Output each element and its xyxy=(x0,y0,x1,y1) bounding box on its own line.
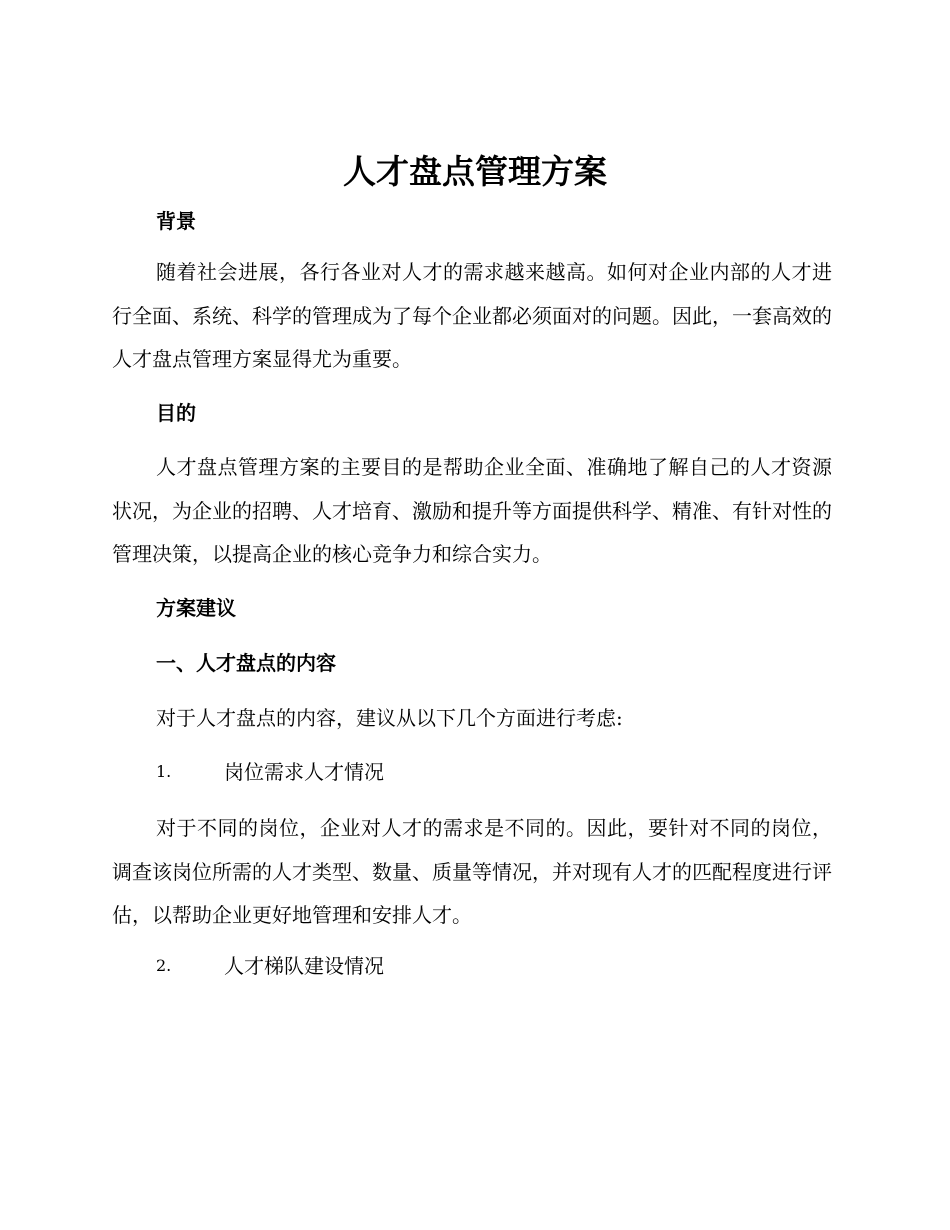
subsection-heading-part1: 一、人才盘点的内容 xyxy=(156,651,336,675)
list-item-label: 人才梯队建设情况 xyxy=(224,954,384,978)
list-item-number: 2. xyxy=(156,956,172,975)
paragraph-item-1: 对于不同的岗位，企业对人才的需求是不同的。因此，要针对不同的岗位，调查该岗位所需的人才类型、数量、质量等情况，并对现有人才的匹配程度进行评估，以帮助企业更好地管理和安排人才。 xyxy=(112,816,832,927)
document-title: 人才盘点管理方案 xyxy=(343,152,607,191)
paragraph-part1-intro: 对于人才盘点的内容，建议从以下几个方面进行考虑: xyxy=(156,706,623,730)
section-heading-background: 背景 xyxy=(156,209,196,233)
section-heading-purpose: 目的 xyxy=(156,401,196,425)
paragraph-purpose: 人才盘点管理方案的主要目的是帮助企业全面、准确地了解自己的人才资源状况，为企业的招聘、人才培育、激励和提升等方面提供科学、精准、有针对性的管理决策，以提高企业的核心竞争力和综合实力。 xyxy=(112,455,832,566)
section-heading-proposal: 方案建议 xyxy=(156,596,236,620)
list-item-label: 岗位需求人才情况 xyxy=(224,760,384,784)
list-item-number: 1. xyxy=(156,762,172,781)
paragraph-background: 随着社会进展，各行各业对人才的需求越来越高。如何对企业内部的人才进行全面、系统、科学的管理成为了每个企业都必须面对的问题。因此，一套高效的人才盘点管理方案显得尤为重要。 xyxy=(112,260,832,371)
